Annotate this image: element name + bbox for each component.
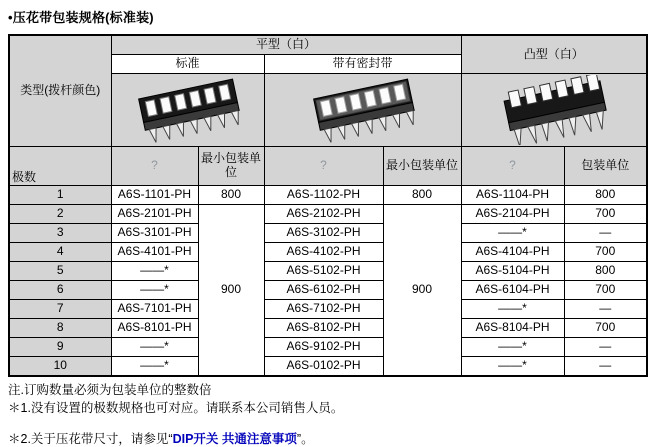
table-row — [9, 205, 647, 224]
flat-model-cell: ——* — [111, 281, 198, 300]
dip-switch-sealed-tape-image — [293, 77, 433, 143]
flat-unit-merged-cell: 900 — [198, 205, 264, 377]
table-row — [9, 224, 647, 243]
convex-group-header-cell: 凸型（白） — [461, 35, 647, 74]
footnote-2-text: ＊2.关于压花带尺寸，请参见“ — [8, 431, 173, 446]
poles-cell: 3 — [9, 224, 111, 243]
flat-model-cell: A6S-8101-PH — [111, 319, 198, 338]
sealed-model-cell: A6S-9102-PH — [264, 338, 383, 357]
header-row-columns — [9, 147, 647, 186]
flat-model-cell: ——* — [111, 338, 198, 357]
dip-switch-precautions-link[interactable]: DIP开关 共通注意事项 — [172, 431, 297, 446]
flat-min-pack-header-cell: 最小包装单位 — [198, 147, 264, 186]
sealed-min-pack-header-cell: 最小包装单位 — [383, 147, 461, 186]
table-row — [9, 186, 647, 205]
table-row — [9, 300, 647, 319]
poles-cell: 7 — [9, 300, 111, 319]
flat-unit-cell: 800 — [198, 186, 264, 205]
page-title: •压花带包装规格(标准装) — [8, 10, 154, 25]
convex-unit-cell: 800 — [564, 262, 647, 281]
convex-image-cell — [461, 74, 647, 147]
convex-model-cell: A6S-5104-PH — [461, 262, 564, 281]
table-row — [9, 281, 647, 300]
convex-unit-cell: 800 — [564, 186, 647, 205]
order-note: 注.订购数量必须为包装单位的整数倍 — [8, 383, 212, 397]
sealed-model-cell: A6S-0102-PH — [264, 357, 383, 377]
sealed-model-cell: A6S-8102-PH — [264, 319, 383, 338]
table-row — [9, 319, 647, 338]
sealed-model-cell: A6S-3102-PH — [264, 224, 383, 243]
convex-unit-cell: — — [564, 357, 647, 377]
flat-sealed-header-cell: 带有密封带 — [264, 55, 461, 74]
convex-unit-cell: 700 — [564, 319, 647, 338]
poles-cell: 10 — [9, 357, 111, 377]
flat-model-cell: A6S-4101-PH — [111, 243, 198, 262]
poles-cell: 8 — [9, 319, 111, 338]
flat-model-cell: ——* — [111, 357, 198, 377]
packaging-spec-table — [8, 34, 648, 377]
type-header-cell: 类型(拨杆颜色) — [9, 35, 111, 147]
convex-unit-cell: — — [564, 300, 647, 319]
convex-unit-cell: 700 — [564, 243, 647, 262]
sealed-model-cell: A6S-2102-PH — [264, 205, 383, 224]
flat-model-cell: A6S-7101-PH — [111, 300, 198, 319]
convex-model-cell: A6S-1104-PH — [461, 186, 564, 205]
sealed-model-cell: A6S-6102-PH — [264, 281, 383, 300]
sealed-unit-cell: 800 — [383, 186, 461, 205]
poles-cell: 1 — [9, 186, 111, 205]
convex-unit-cell: — — [564, 338, 647, 357]
flat-sealed-image-cell — [264, 74, 461, 147]
convex-model-header-cell: ? — [461, 147, 564, 186]
flat-model-cell: ——* — [111, 262, 198, 281]
convex-unit-cell: 700 — [564, 281, 647, 300]
convex-model-cell: A6S-8104-PH — [461, 319, 564, 338]
header-row-groups — [9, 35, 647, 55]
poles-cell: 4 — [9, 243, 111, 262]
sealed-model-cell: A6S-1102-PH — [264, 186, 383, 205]
convex-model-cell: ——* — [461, 357, 564, 377]
convex-unit-cell: — — [564, 224, 647, 243]
flat-group-header-cell: 平型（白） — [111, 35, 461, 55]
footnote-2 — [8, 431, 646, 447]
convex-model-cell: A6S-6104-PH — [461, 281, 564, 300]
convex-model-cell: ——* — [461, 338, 564, 357]
footnote-2-closing: ”。 — [296, 431, 314, 446]
sealed-unit-merged-cell: 900 — [383, 205, 461, 377]
flat-model-header-cell: ? — [111, 147, 198, 186]
flat-standard-image-cell — [111, 74, 264, 147]
convex-model-cell: A6S-4104-PH — [461, 243, 564, 262]
poles-cell: 6 — [9, 281, 111, 300]
dip-switch-convex-image — [479, 75, 629, 145]
sealed-model-cell: A6S-7102-PH — [264, 300, 383, 319]
sealed-model-cell: A6S-4102-PH — [264, 243, 383, 262]
table-row — [9, 243, 647, 262]
convex-model-cell: ——* — [461, 300, 564, 319]
flat-model-cell: A6S-2101-PH — [111, 205, 198, 224]
table-row — [9, 338, 647, 357]
convex-pack-header-cell: 包装单位 — [564, 147, 647, 186]
convex-model-cell: A6S-2104-PH — [461, 205, 564, 224]
flat-standard-header-cell: 标准 — [111, 55, 264, 74]
footnote-1: ＊1.没有设置的极数规格也可对应。请联系本公司销售人员。 — [8, 401, 344, 416]
poles-cell: 5 — [9, 262, 111, 281]
flat-model-cell: A6S-3101-PH — [111, 224, 198, 243]
convex-unit-cell: 700 — [564, 205, 647, 224]
poles-cell: 9 — [9, 338, 111, 357]
footnotes — [8, 382, 646, 447]
dip-switch-flat-standard-image — [118, 77, 258, 143]
convex-model-cell: ——* — [461, 224, 564, 243]
flat-model-cell: A6S-1101-PH — [111, 186, 198, 205]
sealed-model-header-cell: ? — [264, 147, 383, 186]
table-row — [9, 357, 647, 377]
poles-header-cell: 极数 — [9, 147, 111, 186]
poles-cell: 2 — [9, 205, 111, 224]
sealed-model-cell: A6S-5102-PH — [264, 262, 383, 281]
table-row — [9, 262, 647, 281]
